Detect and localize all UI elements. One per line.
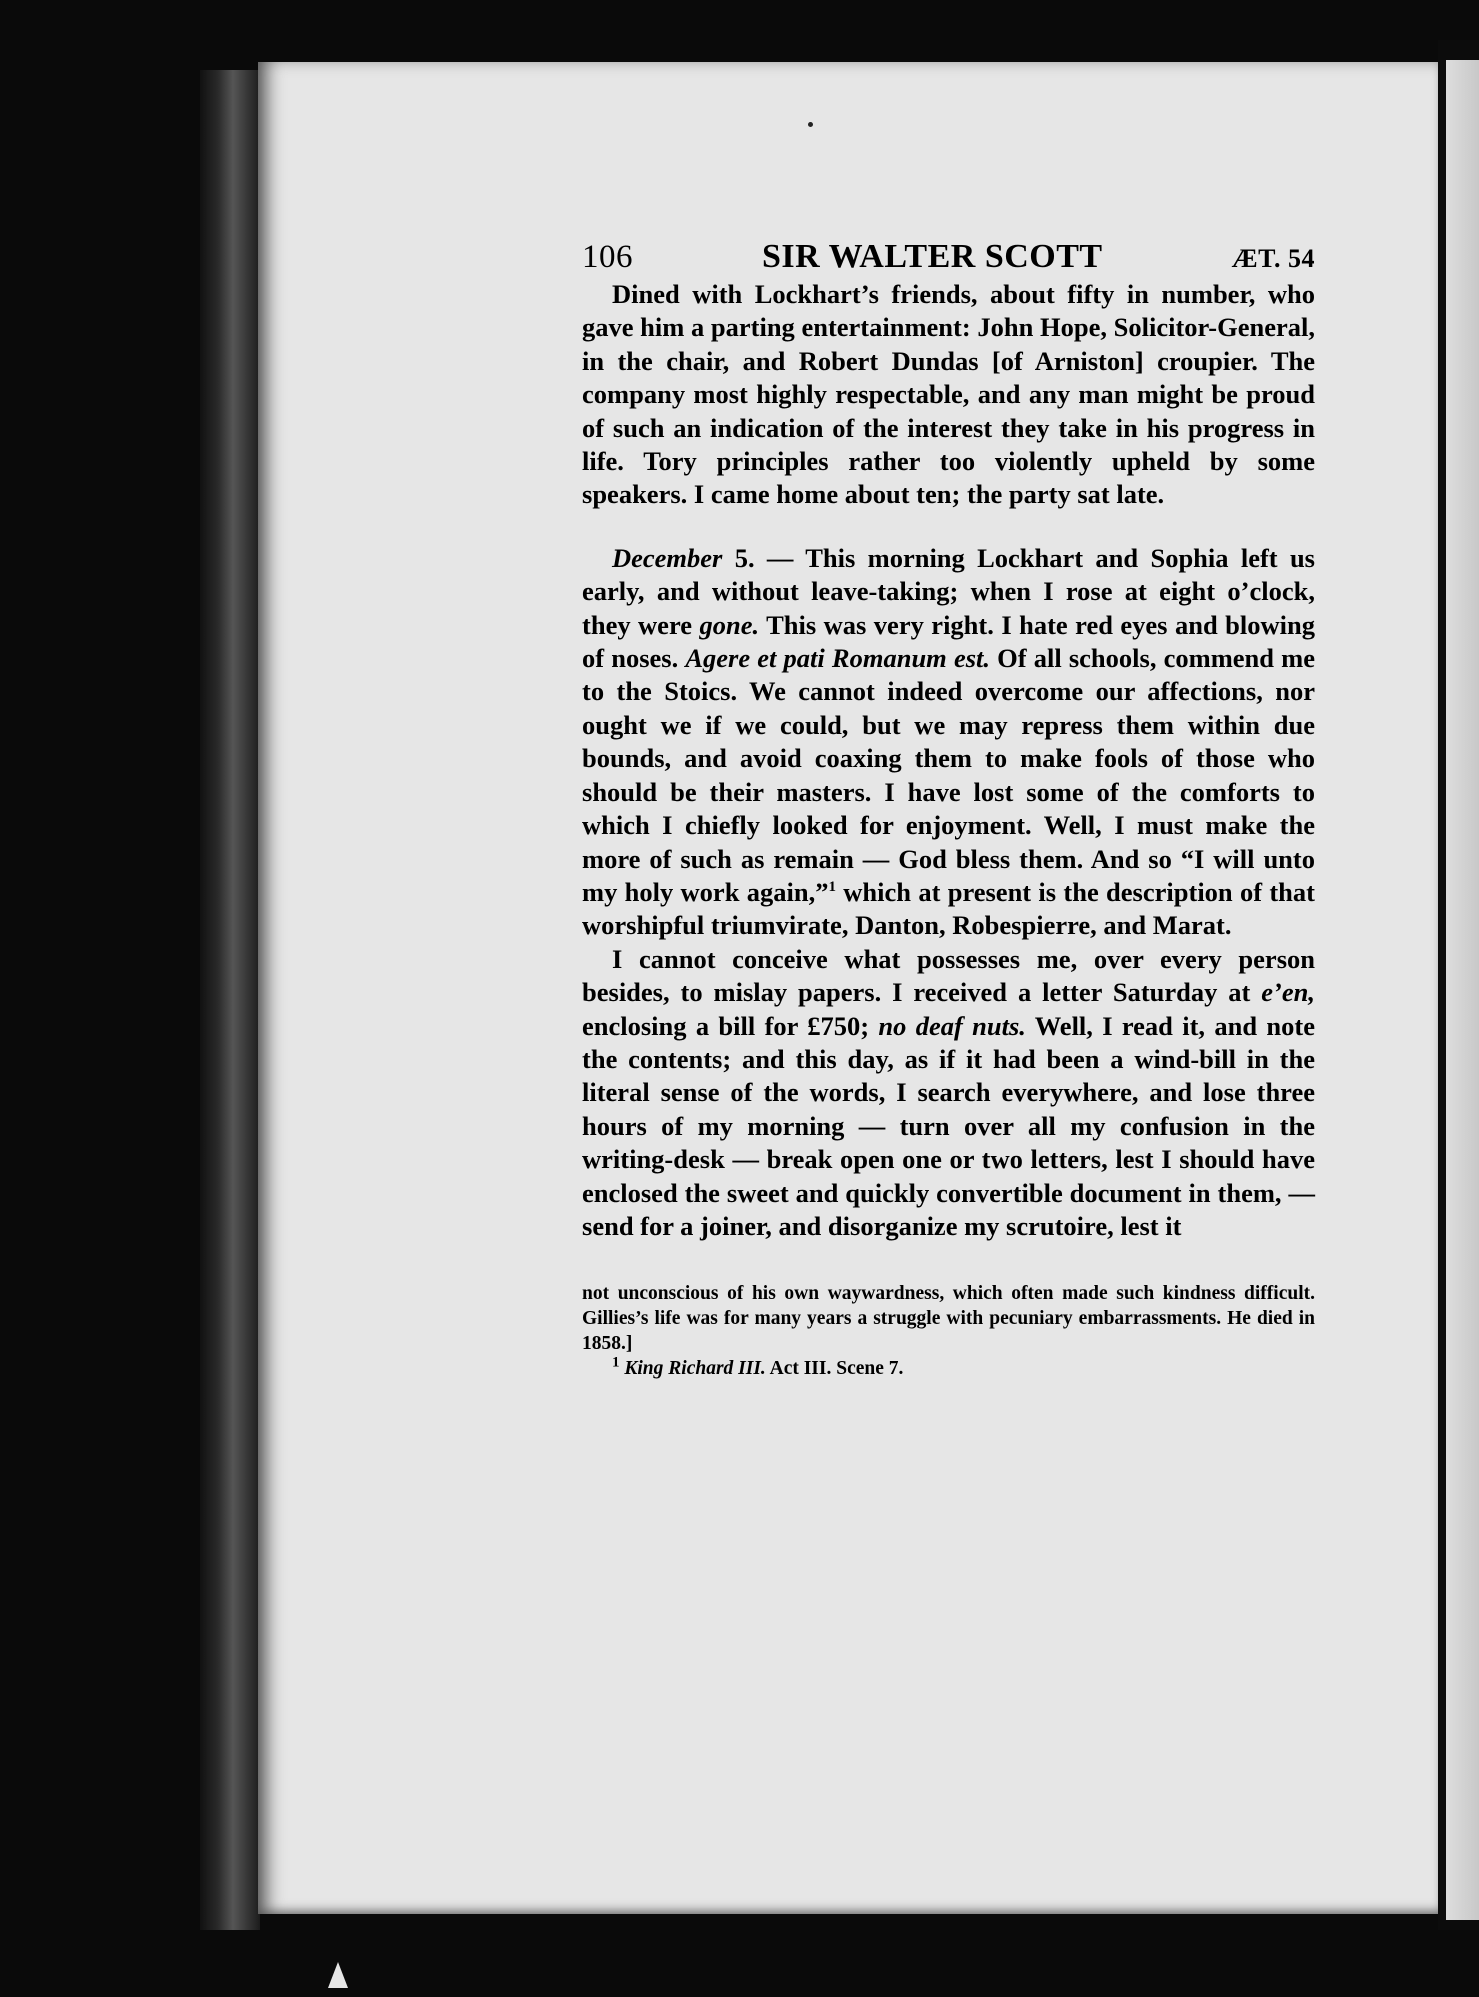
text-run: I cannot conceive what possesses me, over every person besides, to mislay papers. I received a letter Saturday at — [582, 943, 1315, 1008]
text-run: Well, I read it, and note the contents; and this day, as if it had been a wind-bill in the literal sense of the words, I search everywhere, and lose three hours of my morning — turn over all my confusion in the writing-desk — break open one or two letters, lest I should have enclosed the sweet and quickly convertible document in them, — send for a joiner, and disorganize my scrutoire, lest it — [582, 1010, 1315, 1241]
age-marker: ÆT. 54 — [1231, 244, 1315, 273]
italic-text: no deaf nuts. — [878, 1010, 1026, 1041]
text-run: 5. — This morning Lockhart and Sophia left us early, and without leave-taking; when I rose at eight o’clock, they were — [582, 542, 1315, 640]
running-title: SIR WALTER SCOTT — [761, 238, 1103, 275]
paragraph-1 — [582, 278, 1315, 512]
text-run: This was very right. I hate red eyes and blowing of noses. — [582, 609, 1315, 674]
footnote-reference: 1 — [828, 879, 836, 896]
footnote-1 — [582, 1356, 1315, 1381]
facing-page-edge — [1446, 60, 1479, 1920]
scan-artifact — [328, 1962, 348, 1988]
page-text-block — [582, 238, 1315, 1381]
page-number: 106 — [582, 239, 633, 275]
running-head — [582, 238, 1315, 276]
footnote-1-text: Act III. Scene 7. — [765, 1358, 904, 1380]
body-text — [582, 278, 1315, 1243]
footnote-continued: not unconscious of his own waywardness, which often made such kindness difficult. Gillies’s life was for many years a struggle with pecuniary embarrassments. He died in 1858.] — [582, 1283, 1315, 1355]
ink-speck — [808, 122, 813, 127]
text-run: which at present is the description of that worshipful triumvirate, Danton, Robespierre, and Marat. — [582, 876, 1315, 941]
book-spine-shadow — [200, 70, 260, 1930]
italic-text: Agere et pati Romanum est. — [685, 643, 991, 674]
italic-text: gone. — [699, 609, 760, 640]
section-break — [582, 512, 1315, 542]
text-run: Of all schools, commend me to the Stoics. We cannot indeed overcome our affections, nor ought we if we could, but we may repress them within due bounds, and avoid coaxing them to make fools of those who should be their masters. I have lost some of the comforts to which I chiefly looked for enjoyment. Well, I must make the more of such as remain — God bless them. And so “I will unto my holy work again,” — [582, 643, 1316, 907]
footnote-1-marker: 1 — [612, 1354, 620, 1371]
text-run: enclosing a bill for £750; — [582, 1010, 879, 1041]
paragraph-2 — [582, 542, 1315, 943]
italic-text: December — [612, 542, 723, 573]
italic-text: e’en, — [1261, 977, 1315, 1008]
text-run: Dined with Lockhart’s friends, about fifty in number, who gave him a parting entertainment: John Hope, Solicitor-General, in the chair, and Robert Dundas [of Arniston] croupier. The company most highly respectable, and any man might be proud of such an indication of the interest they take in his progress in life. Tory principles rather too violently upheld by some speakers. I came home about ten; the party sat late. — [582, 279, 1315, 510]
footnotes — [582, 1281, 1315, 1381]
footnote-1-title: King Richard III. — [624, 1358, 766, 1380]
paragraph-3 — [582, 943, 1315, 1244]
